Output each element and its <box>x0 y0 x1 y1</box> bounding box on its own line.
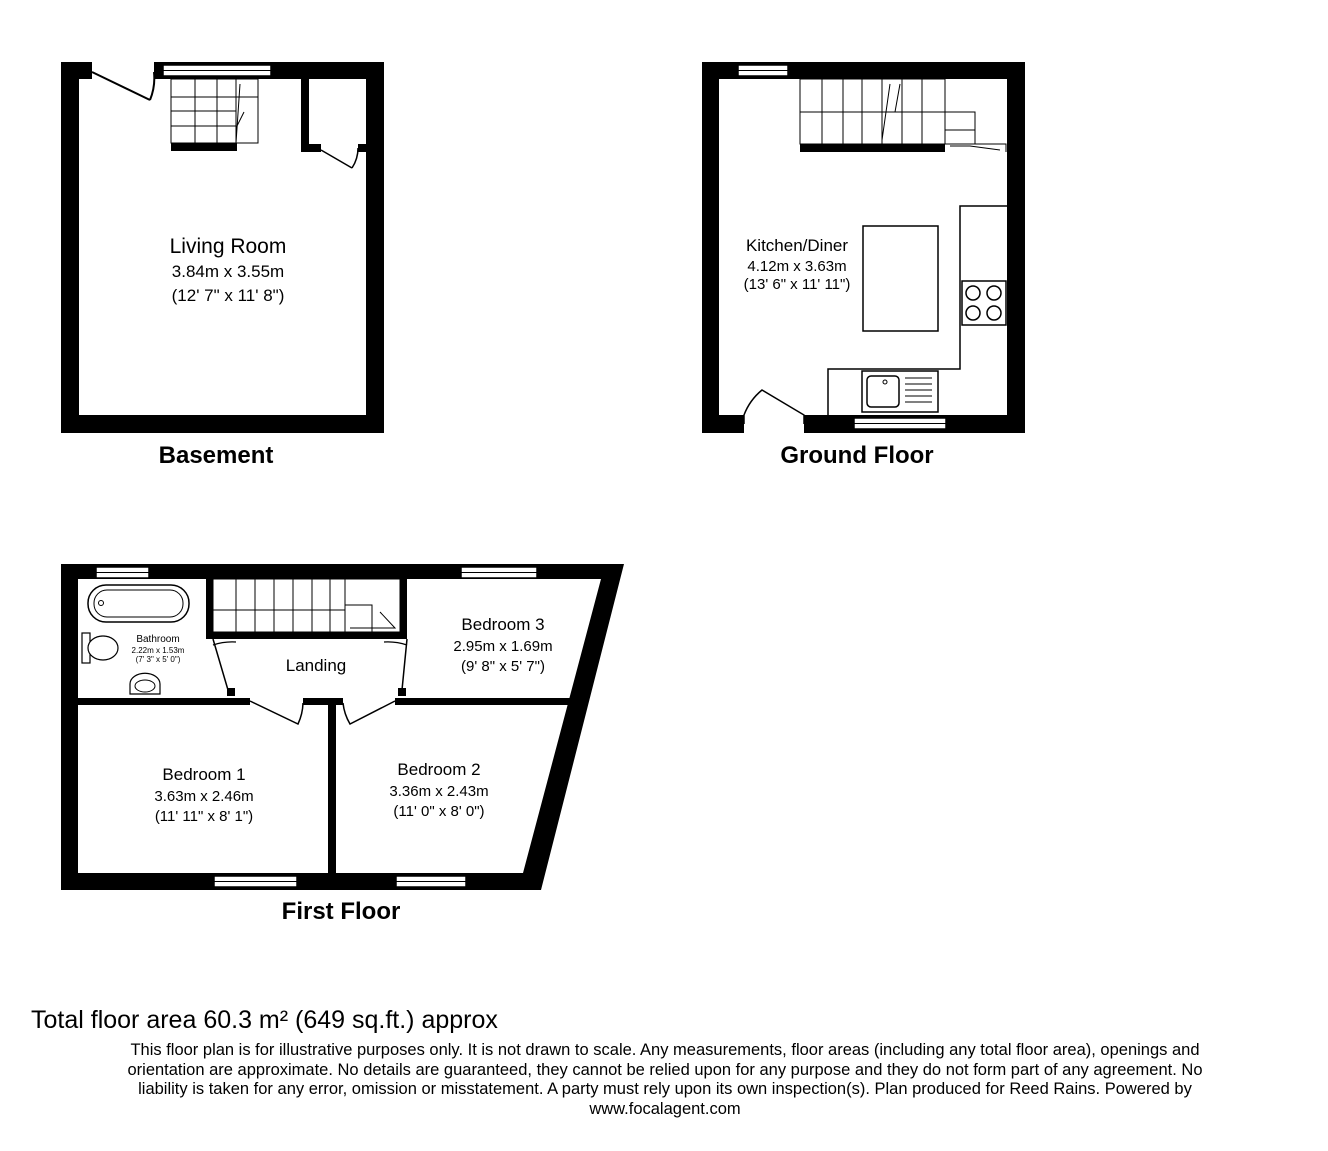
room-metric-bedroom-3: 2.95m x 1.69m <box>453 638 553 655</box>
room-name-bedroom-1: Bedroom 1 <box>162 765 246 784</box>
door-icon <box>321 148 358 168</box>
room-name-bedroom-3: Bedroom 3 <box>461 615 545 634</box>
wall <box>61 415 384 433</box>
floor-label-basement: Basement <box>158 442 274 469</box>
floor-label-first-floor: First Floor <box>281 898 401 925</box>
room-imperial-bedroom-2: (11' 0" x 8' 0") <box>393 803 485 820</box>
wall <box>78 698 250 705</box>
room-metric-living-room: 3.84m x 3.55m <box>171 262 285 281</box>
wall <box>301 79 309 152</box>
basin-icon <box>130 673 160 694</box>
toilet-icon <box>82 633 118 663</box>
room-metric-kitchen-diner: 4.12m x 3.63m <box>747 258 847 275</box>
room-imperial-bathroom: (7' 3" x 5' 0") <box>135 655 181 664</box>
disclaimer-line: orientation are approximate. No details are guaranteed, they cannot be relied upon for any purpose and they do not form part of any agreement. No <box>127 1060 1203 1079</box>
disclaimer-line: www.focalagent.com <box>589 1099 741 1118</box>
room-name-landing: Landing <box>285 656 347 675</box>
first-floor-plan <box>61 564 624 925</box>
room-metric-bedroom-1: 3.63m x 2.46m <box>154 788 254 805</box>
room-imperial-kitchen-diner: (13' 6" x 11' 11") <box>743 276 851 293</box>
room-name-bathroom: Bathroom <box>136 634 180 645</box>
room-imperial-bedroom-1: (11' 11" x 8' 1") <box>154 808 254 825</box>
wall <box>61 62 79 433</box>
basement-plan <box>61 62 384 469</box>
room-name-kitchen-diner: Kitchen/Diner <box>745 236 849 255</box>
kitchen-island <box>863 226 938 331</box>
hob-icon <box>962 281 1006 325</box>
room-metric-bathroom: 2.22m x 1.53m <box>131 646 185 655</box>
floor-label-ground-floor: Ground Floor <box>780 442 934 469</box>
disclaimer-line: This floor plan is for illustrative purposes only. It is not drawn to scale. Any measurements, floor areas (including any total floor area), openings and <box>130 1041 1200 1059</box>
room-imperial-living-room: (12' 7" x 11' 8") <box>171 286 285 305</box>
stairs-icon <box>171 79 258 151</box>
room-name-living-room: Living Room <box>169 235 287 258</box>
wall <box>1007 62 1025 433</box>
disclaimer <box>40 1041 1290 1119</box>
door-icon <box>250 701 303 724</box>
room-name-bedroom-2: Bedroom 2 <box>397 760 481 779</box>
stairs-icon <box>800 79 1006 152</box>
room-imperial-bedroom-3: (9' 8" x 5' 7") <box>461 658 545 675</box>
ground-floor-plan <box>702 62 1025 469</box>
wall <box>206 579 213 639</box>
wall <box>702 62 719 433</box>
wall <box>328 698 336 873</box>
room-metric-bedroom-2: 3.36m x 2.43m <box>389 783 489 800</box>
sink-icon <box>862 371 938 412</box>
stairs-icon <box>213 579 400 632</box>
door-icon <box>343 701 395 724</box>
wall <box>366 62 384 433</box>
disclaimer-line: liability is taken for any error, omission or misstatement. A party must rely upon its own inspection(s). Plan produced for Reed Rains. Powered by <box>138 1080 1192 1098</box>
total-floor-area: Total floor area 60.3 m² (649 sq.ft.) approx <box>31 1006 498 1034</box>
bathtub-icon <box>88 585 189 622</box>
